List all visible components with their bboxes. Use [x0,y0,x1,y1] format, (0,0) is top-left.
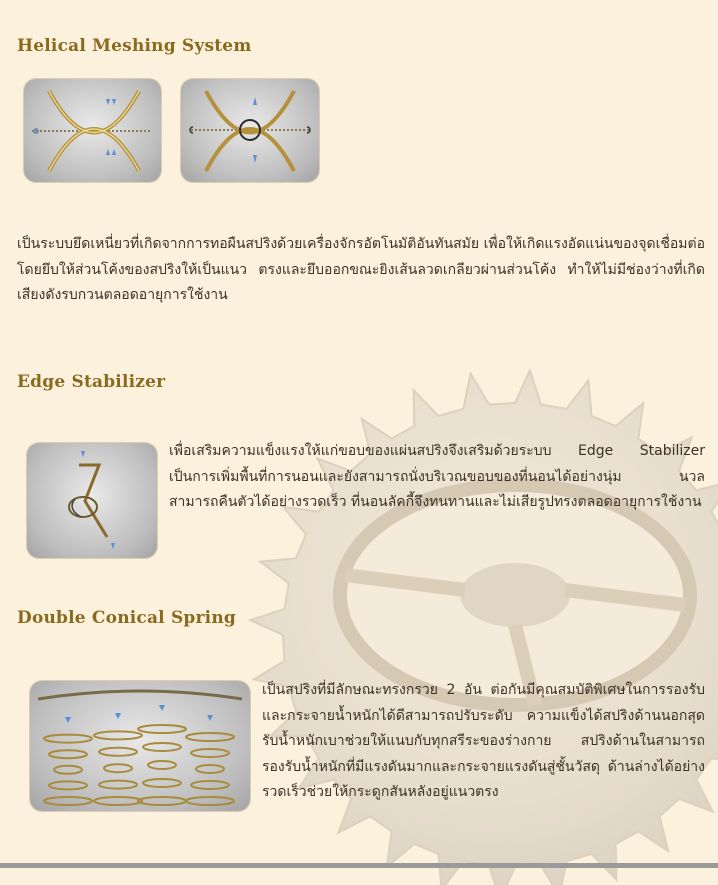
edge-stabilizer-image [27,443,157,558]
helical-image-2 [181,79,319,182]
section-body-helical: เป็นระบบยึดเหนี่ยวที่เกิดจากการทอผืนสปริงด้วยเครื่องจักรอัตโนมัติอันทันสมัย เพื่อให้เกิดแรงอัดแน่นของจุดเชื่อมต่อโดยยึบให้ส่วนโค้งของสปริงให้เป็นแนว ตรงและยึบออกขณะยิงเส้นลวดเกลียวผ่านส่วนโค้ง ทำให้ไม่มีช่องว่างที่เกิดเสียงดังรบกวนตลอดอายุการใช้งาน [17,236,705,303]
section-title-conical: Double Conical Spring [17,608,236,628]
section-title-helical: Helical Meshing System [17,36,252,56]
section-body-conical: เป็นสปริงที่มีลักษณะทรงกรวย 2 อัน ต่อกันมีคุณสมบัติพิเศษในการรองรับและกระจายน้ำหนักได้ดีสามารถปรับระดับ ความแข็งได้สปริงด้านนอกสุดรับน้ำหนักเบาช่วยให้แนบกับทุกสรีระของร่างกาย สปริงด้านในสามารถรองรับน้ำหนักที่มีแรงดันมากและกระจายแรงดันสู่ชั้นวัสดุ ด้านล่างได้อย่างรวดเร็วช่วยให้กระดูกสันหลังอยู่แนวตรง [262,682,705,800]
helical-image-1 [24,79,161,182]
section-body-edge: เพื่อเสริมความแข็งแรงให้แก่ขอบของแผ่นสปริงจึงเสริมด้วยระบบ Edge Stabilizer เป็นการเพิ่มพื้นที่การนอนและยังสามารถนั่งบริเวณขอบของที่นอนได้อย่างนุ่ม นวล สามารถคืนตัวได้อย่างรวดเร็ว ที่นอนลัคกี้จึงทนทานและไม่เสียรูปทรงตลอดอายุการใช้งาน [169,443,705,510]
double-conical-spring-image [30,681,250,811]
section-title-edge: Edge Stabilizer [17,372,166,392]
bottom-divider [0,863,718,868]
